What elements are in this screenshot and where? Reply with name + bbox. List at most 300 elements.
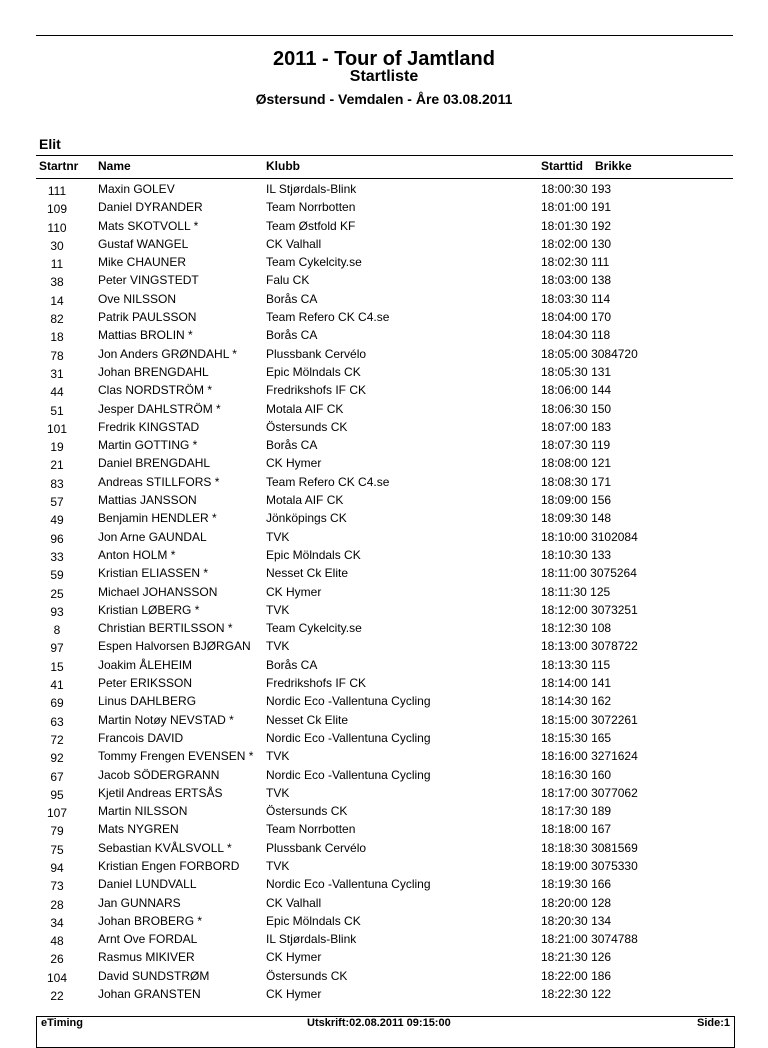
startnr-cell: 14: [50, 293, 64, 308]
brikke-value: 162: [591, 694, 612, 709]
club-cell: Team Refero CK C4.se: [266, 474, 390, 489]
brikke-value: 3074788: [591, 932, 638, 947]
starttid-value: 18:05:00: [541, 346, 588, 361]
starttid-value: 18:06:00: [541, 383, 588, 398]
club-cell: Östersunds CK: [266, 419, 348, 434]
brikke-value: 121: [591, 456, 612, 471]
starttid-brikke-cell: [541, 784, 638, 802]
start-list-table: [0, 180, 768, 1003]
startnr-cell: 48: [50, 934, 64, 949]
starttid-value: 18:08:30: [541, 474, 588, 489]
starttid-value: 18:20:00: [541, 895, 588, 910]
table-row: [0, 235, 768, 253]
table-row: [0, 454, 768, 472]
footer-timing: eTiming: [41, 1017, 83, 1029]
table-row: [0, 308, 768, 326]
table-row: [0, 509, 768, 527]
starttid-brikke-cell: [541, 601, 638, 619]
starttid-value: 18:21:30: [541, 950, 588, 965]
table-row: [0, 253, 768, 271]
club-cell: Nordic Eco -Vallentuna Cycling: [266, 877, 431, 892]
club-cell: Motala AIF CK: [266, 401, 344, 416]
table-row: [0, 546, 768, 564]
starttid-value: 18:07:30: [541, 438, 588, 453]
starttid-brikke-cell: [541, 619, 611, 637]
name-cell: Tommy Frengen EVENSEN *: [98, 749, 254, 764]
name-cell: Kjetil Andreas ERTSÅS: [98, 785, 223, 800]
starttid-value: 18:13:00: [541, 639, 588, 654]
club-cell: CK Valhall: [266, 236, 322, 251]
club-cell: Epic Mölndals CK: [266, 913, 361, 928]
brikke-value: 3077062: [591, 785, 638, 800]
table-row: [0, 290, 768, 308]
starttid-value: 18:12:30: [541, 621, 588, 636]
starttid-value: 18:12:00: [541, 602, 588, 617]
name-cell: Johan BROBERG *: [98, 913, 203, 928]
club-cell: Nordic Eco -Vallentuna Cycling: [266, 730, 431, 745]
starttid-brikke-cell: [541, 802, 611, 820]
starttid-value: 18:19:00: [541, 858, 588, 873]
club-cell: Nesset Ck Elite: [266, 566, 349, 581]
starttid-value: 18:16:30: [541, 767, 588, 782]
startnr-cell: 69: [50, 696, 64, 711]
table-row: [0, 875, 768, 893]
club-cell: Östersunds CK: [266, 968, 348, 983]
brikke-value: 3271624: [591, 749, 638, 764]
table-row: [0, 381, 768, 399]
starttid-value: 18:07:00: [541, 419, 588, 434]
starttid-value: 18:11:00: [541, 566, 587, 581]
club-cell: Borås CA: [266, 291, 318, 306]
startnr-cell: 22: [50, 989, 64, 1004]
startnr-cell: 25: [50, 586, 64, 601]
brikke-value: 122: [591, 987, 612, 1002]
club-cell: CK Hymer: [266, 584, 322, 599]
starttid-value: 18:03:30: [541, 291, 588, 306]
club-cell: TVK: [266, 858, 290, 873]
starttid-brikke-cell: [541, 454, 611, 472]
header-bottom-rule: [36, 178, 733, 179]
table-row: [0, 601, 768, 619]
starttid-brikke-cell: [541, 766, 611, 784]
name-cell: Clas NORDSTRÖM *: [98, 383, 213, 398]
table-row: [0, 400, 768, 418]
starttid-brikke-cell: [541, 345, 638, 363]
brikke-value: 118: [591, 328, 611, 343]
starttid-brikke-cell: [541, 436, 610, 454]
starttid-brikke-cell: [541, 674, 611, 692]
top-rule: [36, 35, 733, 36]
club-cell: Motala AIF CK: [266, 493, 344, 508]
table-row: [0, 528, 768, 546]
club-cell: Nordic Eco -Vallentuna Cycling: [266, 694, 431, 709]
name-cell: Linus DAHLBERG: [98, 694, 197, 709]
startnr-cell: 111: [47, 184, 67, 198]
starttid-brikke-cell: [541, 217, 611, 235]
starttid-value: 18:14:00: [541, 676, 588, 691]
brikke-value: 134: [591, 913, 612, 928]
brikke-value: 119: [591, 438, 611, 453]
club-cell: Team Cykelcity.se: [266, 255, 362, 270]
name-cell: Kristian LØBERG *: [98, 602, 200, 617]
starttid-brikke-cell: [541, 509, 611, 527]
brikke-value: 148: [591, 511, 612, 526]
footer-page: Side:1: [696, 1017, 730, 1029]
starttid-brikke-cell: [541, 400, 611, 418]
starttid-brikke-cell: [541, 546, 611, 564]
starttid-brikke-cell: [541, 985, 611, 1003]
startnr-cell: 63: [50, 714, 64, 729]
name-cell: Christian BERTILSSON *: [98, 621, 233, 636]
name-cell: Martin NILSSON: [98, 804, 188, 819]
name-cell: Patrik PAULSSON: [98, 310, 197, 325]
startnr-cell: 92: [50, 751, 64, 766]
brikke-value: 115: [591, 657, 611, 672]
brikke-value: 186: [591, 968, 612, 983]
startnr-cell: 34: [50, 915, 64, 930]
document-title: 2011 - Tour of Jamtland: [273, 48, 495, 70]
brikke-value: 171: [591, 474, 612, 489]
startnr-cell: 79: [50, 824, 64, 839]
name-cell: Francois DAVID: [98, 730, 184, 745]
club-cell: Team Norrbotten: [266, 822, 356, 837]
table-row: [0, 674, 768, 692]
starttid-value: 18:02:30: [541, 255, 588, 270]
club-cell: Team Østfold KF: [266, 218, 356, 233]
starttid-brikke-cell: [541, 839, 638, 857]
club-cell: Borås CA: [266, 328, 318, 343]
starttid-value: 18:18:30: [541, 840, 588, 855]
starttid-brikke-cell: [541, 491, 611, 509]
startnr-cell: 104: [46, 970, 68, 985]
startnr-cell: 73: [50, 879, 64, 894]
starttid-brikke-cell: [541, 930, 638, 948]
club-cell: Nesset Ck Elite: [266, 712, 349, 727]
startnr-cell: 8: [53, 623, 61, 638]
name-cell: Kristian ELIASSEN *: [98, 566, 209, 581]
footer-print-time: Utskrift:02.08.2011 09:15:00: [307, 1017, 451, 1029]
starttid-value: 18:00:30: [541, 182, 588, 196]
startnr-cell: 107: [46, 806, 68, 821]
club-cell: TVK: [266, 749, 290, 764]
name-cell: Mats SKOTVOLL *: [98, 218, 199, 233]
table-row: [0, 894, 768, 912]
column-header-startnr: Startnr: [39, 159, 79, 173]
table-row: [0, 711, 768, 729]
starttid-brikke-cell: [541, 894, 611, 912]
brikke-value: 166: [591, 877, 612, 892]
brikke-value: 3081569: [591, 840, 638, 855]
table-row: [0, 784, 768, 802]
startnr-cell: 33: [50, 549, 64, 564]
table-row: [0, 619, 768, 637]
startnr-cell: 78: [50, 348, 64, 363]
club-cell: Epic Mölndals CK: [266, 364, 361, 379]
starttid-brikke-cell: [541, 180, 611, 198]
starttid-brikke-cell: [541, 564, 637, 582]
starttid-brikke-cell: [541, 747, 638, 765]
starttid-value: 18:21:00: [541, 932, 588, 947]
starttid-brikke-cell: [541, 875, 611, 893]
table-row: [0, 930, 768, 948]
club-cell: Nordic Eco -Vallentuna Cycling: [266, 767, 431, 782]
brikke-value: 150: [591, 401, 612, 416]
starttid-brikke-cell: [541, 271, 611, 289]
name-cell: Joakim ÅLEHEIM: [98, 657, 193, 672]
club-cell: Team Norrbotten: [266, 200, 356, 215]
name-cell: Mattias BROLIN *: [98, 328, 193, 343]
name-cell: Daniel BRENGDAHL: [98, 456, 211, 471]
brikke-value: 3078722: [591, 639, 638, 654]
starttid-brikke-cell: [541, 637, 638, 655]
starttid-value: 18:01:00: [541, 200, 588, 215]
name-cell: Daniel DYRANDER: [98, 200, 203, 215]
name-cell: Gustaf WANGEL: [98, 236, 189, 251]
header-top-rule: [36, 155, 733, 156]
starttid-value: 18:03:00: [541, 273, 588, 288]
brikke-value: 138: [591, 273, 612, 288]
name-cell: Arnt Ove FORDAL: [98, 932, 198, 947]
table-row: [0, 802, 768, 820]
brikke-value: 193: [591, 182, 612, 196]
club-cell: CK Hymer: [266, 950, 322, 965]
starttid-brikke-cell: [541, 253, 609, 271]
starttid-value: 18:17:30: [541, 804, 588, 819]
column-header-klubb: Klubb: [266, 159, 300, 173]
startnr-cell: 26: [50, 952, 64, 967]
brikke-value: 133: [591, 547, 612, 562]
starttid-brikke-cell: [541, 711, 638, 729]
starttid-value: 18:22:00: [541, 968, 588, 983]
starttid-value: 18:05:30: [541, 364, 588, 379]
name-cell: Jacob SÖDERGRANN: [98, 767, 220, 782]
startnr-cell: 96: [50, 531, 64, 546]
table-row: [0, 656, 768, 674]
startnr-cell: 59: [50, 568, 64, 583]
starttid-brikke-cell: [541, 528, 638, 546]
club-cell: IL Stjørdals-Blink: [266, 932, 357, 947]
name-cell: Jon Arne GAUNDAL: [98, 529, 207, 544]
starttid-value: 18:10:00: [541, 529, 588, 544]
startnr-cell: 11: [50, 257, 64, 272]
starttid-brikke-cell: [541, 948, 611, 966]
club-cell: Borås CA: [266, 657, 318, 672]
starttid-brikke-cell: [541, 583, 610, 601]
club-cell: Fredrikshofs IF CK: [266, 383, 367, 398]
table-row: [0, 217, 768, 235]
name-cell: Johan BRENGDAHL: [98, 364, 209, 379]
name-cell: Mats NYGREN: [98, 822, 179, 837]
club-cell: Borås CA: [266, 438, 318, 453]
name-cell: Kristian Engen FORBORD: [98, 858, 240, 873]
brikke-value: 144: [591, 383, 612, 398]
starttid-value: 18:06:30: [541, 401, 588, 416]
table-row: [0, 692, 768, 710]
starttid-value: 18:11:30: [541, 584, 587, 599]
brikke-value: 3075264: [590, 566, 637, 581]
startnr-cell: 31: [50, 366, 64, 381]
starttid-value: 18:22:30: [541, 987, 588, 1002]
starttid-value: 18:17:00: [541, 785, 588, 800]
brikke-value: 125: [590, 584, 611, 599]
brikke-value: 126: [591, 950, 612, 965]
startnr-cell: 15: [50, 659, 64, 674]
startnr-cell: 72: [50, 732, 64, 747]
startnr-cell: 67: [50, 769, 64, 784]
brikke-value: 170: [591, 310, 612, 325]
club-cell: Team Refero CK C4.se: [266, 310, 390, 325]
name-cell: Peter ERIKSSON: [98, 676, 193, 691]
column-header-brikke: Brikke: [595, 159, 632, 173]
startnr-cell: 30: [50, 238, 64, 253]
club-cell: Plussbank Cervélo: [266, 840, 367, 855]
table-row: [0, 363, 768, 381]
starttid-brikke-cell: [541, 656, 610, 674]
club-cell: Falu CK: [266, 273, 310, 288]
name-cell: Anton HOLM *: [98, 547, 176, 562]
startnr-cell: 109: [46, 202, 68, 217]
starttid-value: 18:15:30: [541, 730, 588, 745]
starttid-brikke-cell: [541, 729, 611, 747]
name-cell: Mike CHAUNER: [98, 255, 187, 270]
club-cell: Fredrikshofs IF CK: [266, 676, 367, 691]
table-row: [0, 473, 768, 491]
name-cell: Maxin GOLEV: [98, 182, 175, 196]
starttid-brikke-cell: [541, 418, 611, 436]
startnr-cell: 21: [50, 458, 64, 473]
starttid-value: 18:09:00: [541, 493, 588, 508]
starttid-value: 18:10:30: [541, 547, 588, 562]
column-header-starttid: Starttid: [541, 159, 583, 173]
startnr-cell: 49: [50, 513, 64, 528]
starttid-value: 18:16:00: [541, 749, 588, 764]
brikke-value: 183: [591, 419, 612, 434]
club-cell: CK Valhall: [266, 895, 322, 910]
club-cell: CK Hymer: [266, 456, 322, 471]
table-row: [0, 271, 768, 289]
brikke-value: 156: [591, 493, 612, 508]
name-cell: Ove NILSSON: [98, 291, 177, 306]
starttid-value: 18:14:30: [541, 694, 588, 709]
startnr-cell: 97: [50, 641, 64, 656]
club-cell: Jönköpings CK: [266, 511, 347, 526]
name-cell: Martin Notøy NEVSTAD *: [98, 712, 234, 727]
name-cell: Daniel LUNDVALL: [98, 877, 197, 892]
starttid-value: 18:19:30: [541, 877, 588, 892]
name-cell: Mattias JANSSON: [98, 493, 197, 508]
name-cell: Jesper DAHLSTRÖM *: [98, 401, 221, 416]
table-row: [0, 436, 768, 454]
name-cell: Benjamin HENDLER *: [98, 511, 217, 526]
startnr-cell: 51: [50, 403, 64, 418]
name-cell: Peter VINGSTEDT: [98, 273, 199, 288]
name-cell: Fredrik KINGSTAD: [98, 419, 200, 434]
race-route: Østersund - Vemdalen - Åre 03.08.2011: [255, 91, 513, 107]
table-row: [0, 180, 768, 198]
startnr-cell: 38: [50, 275, 64, 290]
table-row: [0, 985, 768, 1003]
brikke-value: 3084720: [591, 346, 638, 361]
brikke-value: 131: [591, 364, 612, 379]
club-cell: IL Stjørdals-Blink: [266, 182, 357, 196]
starttid-brikke-cell: [541, 967, 611, 985]
starttid-value: 18:18:00: [541, 822, 588, 837]
starttid-brikke-cell: [541, 473, 611, 491]
starttid-brikke-cell: [541, 308, 611, 326]
brikke-value: 192: [591, 218, 612, 233]
brikke-value: 3072261: [591, 712, 638, 727]
brikke-value: 130: [591, 236, 612, 251]
name-cell: Sebastian KVÅLSVOLL *: [98, 840, 232, 855]
startnr-cell: 93: [50, 604, 64, 619]
brikke-value: 191: [591, 200, 612, 215]
startnr-cell: 57: [50, 495, 64, 510]
startnr-cell: 95: [50, 787, 64, 802]
starttid-brikke-cell: [541, 290, 610, 308]
brikke-value: 3102084: [591, 529, 638, 544]
startnr-cell: 18: [50, 330, 64, 345]
column-header-name: Name: [98, 159, 131, 173]
starttid-brikke-cell: [541, 326, 610, 344]
club-cell: Epic Mölndals CK: [266, 547, 361, 562]
club-cell: TVK: [266, 602, 290, 617]
name-cell: Espen Halvorsen BJØRGAN: [98, 639, 251, 654]
name-cell: Andreas STILLFORS *: [98, 474, 220, 489]
startnr-cell: 41: [50, 678, 64, 693]
section-title: Elit: [39, 136, 61, 152]
brikke-value: 3075330: [591, 858, 638, 873]
brikke-value: 128: [591, 895, 612, 910]
club-cell: TVK: [266, 529, 290, 544]
brikke-value: 160: [591, 767, 612, 782]
club-cell: Östersunds CK: [266, 804, 348, 819]
starttid-value: 18:04:00: [541, 310, 588, 325]
table-row: [0, 583, 768, 601]
brikke-value: 167: [591, 822, 612, 837]
starttid-brikke-cell: [541, 198, 611, 216]
starttid-brikke-cell: [541, 363, 611, 381]
starttid-value: 18:09:30: [541, 511, 588, 526]
table-row: [0, 967, 768, 985]
startnr-cell: 101: [46, 421, 68, 436]
starttid-value: 18:01:30: [541, 218, 588, 233]
club-cell: TVK: [266, 785, 290, 800]
table-row: [0, 948, 768, 966]
starttid-value: 18:08:00: [541, 456, 588, 471]
name-cell: Johan GRANSTEN: [98, 987, 201, 1002]
brikke-value: 111: [591, 255, 610, 270]
starttid-value: 18:02:00: [541, 236, 588, 251]
startnr-cell: 94: [50, 860, 64, 875]
startnr-cell: 75: [50, 842, 64, 857]
starttid-brikke-cell: [541, 235, 611, 253]
table-row: [0, 766, 768, 784]
starttid-value: 18:15:00: [541, 712, 588, 727]
startnr-cell: 83: [50, 476, 64, 491]
starttid-brikke-cell: [541, 857, 638, 875]
brikke-value: 114: [591, 291, 611, 306]
table-row: [0, 564, 768, 582]
brikke-value: 3073251: [591, 602, 638, 617]
starttid-value: 18:13:30: [541, 657, 588, 672]
table-row: [0, 345, 768, 363]
document-subtitle: Startliste: [349, 68, 419, 85]
brikke-value: 189: [591, 804, 612, 819]
startnr-cell: 44: [50, 385, 64, 400]
page-footer: [36, 1016, 735, 1048]
name-cell: Jon Anders GRØNDAHL *: [98, 346, 237, 361]
table-row: [0, 326, 768, 344]
